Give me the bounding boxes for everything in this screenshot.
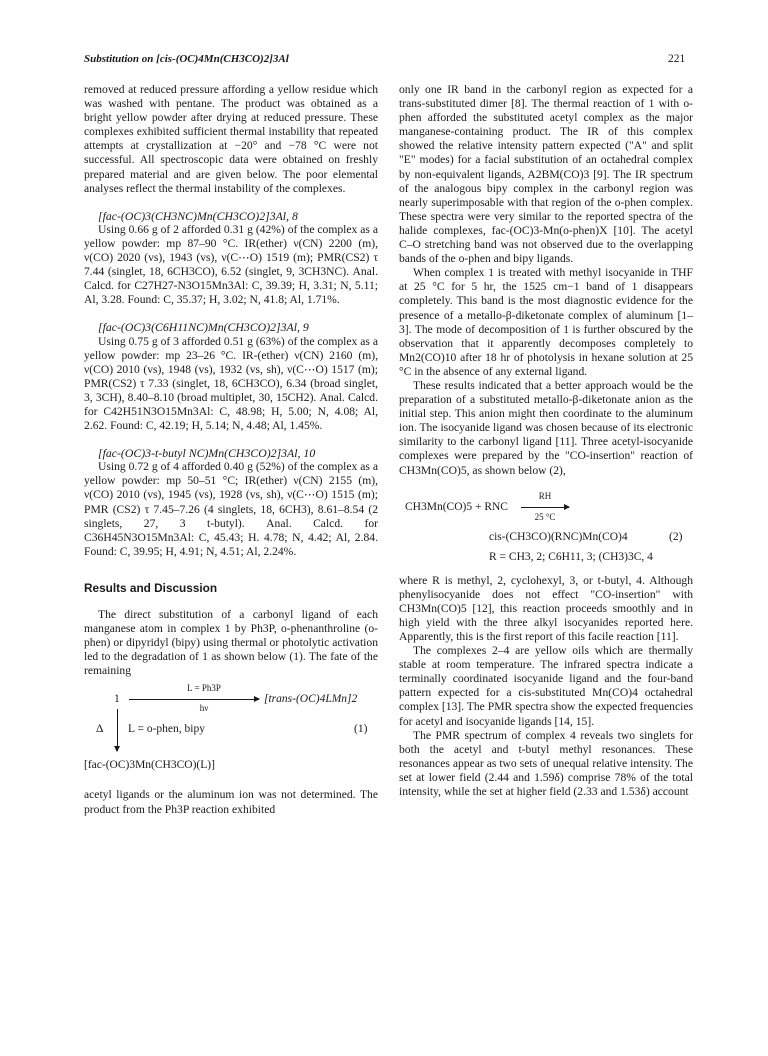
scheme-arrow-top-label: L = Ph3P	[187, 683, 221, 694]
compound-8-heading: [fac-(OC)3(CH3NC)Mn(CH3CO)2]3Al, 8	[98, 208, 298, 223]
reaction-arrow-down	[117, 709, 118, 751]
scheme-ligand-label: L = o-phen, bipy	[128, 723, 205, 736]
compound-10-heading: [fac-(OC)3-t-butyl NC)Mn(CH3CO)2]3Al, 10	[98, 446, 316, 461]
scheme-start-label: 1	[114, 693, 120, 706]
scheme-arrow-bottom-label: hν	[199, 703, 209, 714]
scheme-product-bottom: [fac-(OC)3Mn(CH3CO)(L)]	[84, 759, 215, 772]
page-number: 221	[668, 53, 686, 65]
running-header-title: Substitution on [cis-(OC)4Mn(CH3CO)2]3Al	[84, 53, 289, 65]
compound-9-text: Using 0.75 g of 3 afforded 0.51 g (63%) of the complex as a yellow powder: mp 23–26 °C. IR-(ether) ν(CN) 2160 (m), ν(CO) 2010 (vs), 1948 (vs), 1932 (vs, sh), ν(C⋯O) 1517 (m); PMR(CS2) τ 7.33 (singlet, 18, 6CH3CO), 6.34 (broad singlet, 3, 3CH), 8.40–8.10 (broad multiplet, 30, 15CH2). Anal. Calcd. for C42H51N3O15Mn3Al: C, 48.98; H, 5.00; N, 4.08; Al, 2.62. Found: C, 42.19; H, 5.14; N, 4.48; Al, 1.45%.	[84, 334, 378, 433]
reaction-scheme-1	[84, 684, 378, 780]
paragraph: only one IR band in the carbonyl region as expected for a trans-substituted dimer [8]. The thermal reaction of 1 with o-phen afforded the substituted acetyl complex as the major manganese-containing product. The IR of this complex showed the relative intensity pattern expected ("A" and split "E" modes) for a facial substitution of an octahedral complex by non-equivalent ligands, A2BM(CO)3 [9]. The IR spectrum of the analogous bipy complex in the carbonyl region was nearly superimposable with that region of the o-phen complex. These spectra were very similar to the reported spectra of the halide complexes, fac-(OC)3-Mn(o-phen)X [10]. The acetyl C–O stretching band was not observed due to the overlapping bands of the o-phen and bipy ligands.	[399, 83, 693, 266]
equation-arrow-bottom-label: 25 °C	[534, 511, 556, 522]
equation-reactants: CH3Mn(CO)5 + RNC	[405, 500, 508, 513]
scheme-delta-label: Δ	[96, 723, 104, 736]
compound-9-heading: [fac-(OC)3(C6H11NC)Mn(CH3CO)2]3Al, 9	[98, 320, 309, 335]
paragraph: The PMR spectrum of complex 4 reveals two singlets for both the acetyl and t-butyl methyl resonances. These resonances appear as two sets of unequal relative intensity. The set at lower field (2.44 and 1.59δ) comprise 78% of the total intensity, while the set at higher field (2.33 and 1.53δ) account	[399, 728, 693, 799]
equation-r-definitions: R = CH3, 2; C6H11, 3; (CH3)3C, 4	[489, 550, 653, 563]
compound-8-text: Using 0.66 g of 2 afforded 0.31 g (42%) of the complex as a yellow powder: mp 87–90 °C. IR(ether) ν(CN) 2200 (m), ν(CO) 2020 (vs), 1943 (vs), ν(C⋯O) 1519 (m); PMR(CS2) τ 7.44 (singlet, 18, 6CH3CO), 6.52 (singlet, 9, 3CH3NC). Anal. Calcd. for C27H27-N3O15Mn3Al: C, 39.39; H, 3.31; N, 5.11; Al, 3.28. Found: C, 35.37; H, 3.02; N, 41.8; Al, 1.71%.	[84, 222, 378, 307]
equation-product: cis-(CH3CO)(RNC)Mn(CO)4	[489, 530, 628, 543]
paragraph: acetyl ligands or the aluminum ion was not determined. The product from the Ph3P reaction exhibited	[84, 788, 378, 816]
compound-10-text: Using 0.72 g of 4 afforded 0.40 g (52%) of the complex as a yellow powder: mp 50–51 °C; IR(ether) ν(CN) 2155 (m), ν(CO) 2010 (vs), 1945 (vs), 1928 (vs, sh), ν(C⋯O) 1515 (m); PMR (CS2) τ 7.45–7.26 (4 singlets, 18, 6CH3), 8.61–8.54 (2 singlets, 27, 3 t-butyl). Anal. Calcd. for C36H45N3O15Mn3Al: C, 45.43; H. 4.78; N, 4.42; Al, 2.84. Found: C, 39.95; H, 4.91; N, 4.51; Al, 2.24%.	[84, 460, 378, 558]
results-heading: Results and Discussion	[84, 580, 218, 595]
reaction-arrow-right	[129, 699, 259, 700]
results-paragraph: The direct substitution of a carbonyl ligand of each manganese atom in complex 1 by Ph3P, o-phenanthroline (o-phen) or dipyridyl (bipy) using thermal or photolytic activation led to the degradation of 1 as shown below (1). The fate of the remaining	[84, 608, 378, 678]
equation-number-2: (2)	[669, 530, 683, 543]
left-column	[84, 83, 378, 817]
equation-number-1: (1)	[354, 723, 368, 736]
equation-arrow	[521, 507, 569, 508]
reaction-equation-2	[399, 486, 693, 568]
paragraph: The complexes 2–4 are yellow oils which are thermally stable at room temperature. The infrared spectra indicate a terminally coordinated isocyanide ligand and the four-band pattern expected for a cis-substituted Mn(CO)4 octahedral complex [13]. The PMR spectra show the expected frequencies for acetyl and isocyanide ligands [14, 15].	[399, 644, 693, 728]
equation-arrow-top-label: RH	[538, 490, 552, 501]
right-column	[399, 83, 693, 799]
scheme-product-right: [trans-(OC)4LMn]2	[264, 693, 358, 706]
paragraph: where R is methyl, 2, cyclohexyl, 3, or t-butyl, 4. Although phenylisocyanide does not effect "CO-insertion" with CH3Mn(CO)5 [12], this reaction proceeds smoothly and in high yield with the three alkyl isocyanides reported here. Apparently, this is the first report of this facile reaction [11].	[399, 573, 693, 643]
paragraph: When complex 1 is treated with methyl isocyanide in THF at 25 °C for 5 hr, the 1525 cm−1 band of 1 disappears completely. This band is the most diagnostic evidence for the presence of a metallo-β-diketonate complex of aluminum [1–3]. The mode of decomposition of 1 is further obscured by the observation that it apparently decomposes completely to Mn2(CO)10 after 18 hr of photolysis in hexane solution at 25 °C in the absence of any external ligand.	[399, 266, 693, 378]
paragraph: These results indicated that a better approach would be the preparation of a substituted metallo-β-diketonate anion as the initial step. This anion might then coordinate to the aluminum ion. The isocyanide ligand was chosen because of its electronic similarity to the carbonyl ligand [11]. Three acetyl-isocyanide complexes were prepared by the "CO-insertion" reaction of CH3Mn(CO)5, as shown below (2),	[399, 378, 693, 477]
paragraph: removed at reduced pressure affording a yellow residue which was washed with pentane. The product was obtained as a bright yellow powder after drying at reduced pressure. These complexes exhibited sufficient thermal instability that repeated attempts at crystallization at −20° and −78 °C were not successful. All spectroscopic data were obtained on freshly prepared material and are given below. The poor elemental analyses reflect the thermal instability of the complexes.	[84, 83, 378, 195]
